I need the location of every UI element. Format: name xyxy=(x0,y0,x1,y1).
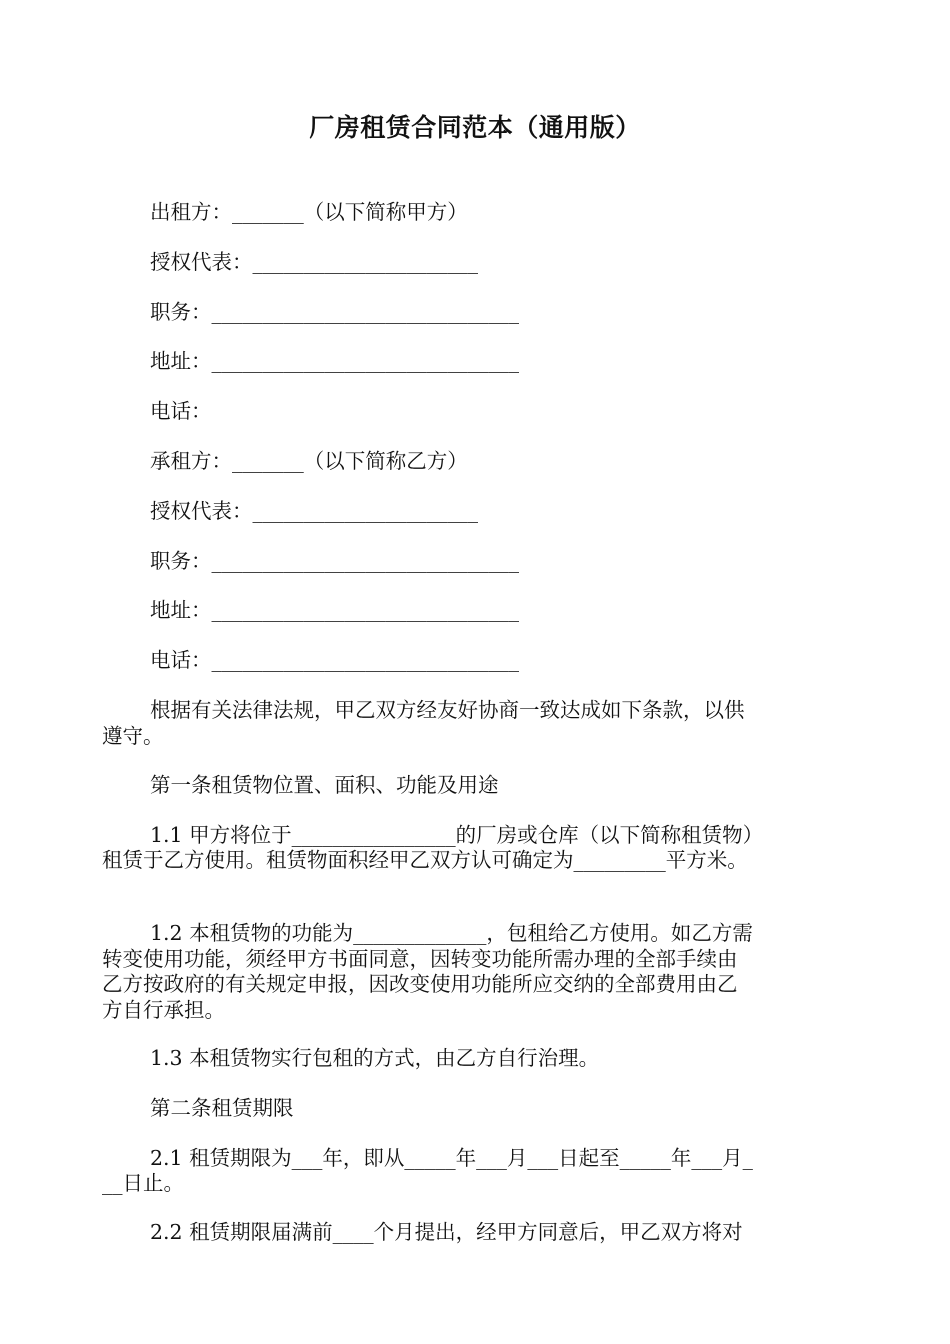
lessor-line: 出租方：_______（以下简称甲方） xyxy=(150,200,468,224)
lessor-representative-line: 授权代表：______________________ xyxy=(150,250,478,274)
preamble-line-1: 根据有关法律法规，甲乙双方经友好协商一致达成如下条款，以供 xyxy=(150,698,745,722)
clause-1-2-line-4: 方自行承担。 xyxy=(102,998,225,1022)
lessor-address-line: 地址：______________________________ xyxy=(150,349,519,373)
clause-2-1-line-1: 2.1 租赁期限为___年，即从_____年___月___日起至_____年___月_ xyxy=(150,1146,753,1170)
clause-1-2-line-3: 乙方按政府的有关规定申报，因改变使用功能所应交纳的全部费用由乙 xyxy=(102,972,738,996)
lessee-phone-line: 电话：______________________________ xyxy=(150,648,519,672)
clause-1-1-line-1: 1.1 甲方将位于________________的厂房或仓库（以下简称租赁物） xyxy=(150,823,764,847)
article-1-heading: 第一条租赁物位置、面积、功能及用途 xyxy=(150,773,499,797)
lessee-line: 承租方：_______（以下简称乙方） xyxy=(150,449,468,473)
lessor-phone-line: 电话： xyxy=(150,399,212,423)
clause-1-2-line-2: 转变使用功能，须经甲方书面同意，因转变功能所需办理的全部手续由 xyxy=(102,947,738,971)
lessee-position-line: 职务：______________________________ xyxy=(150,549,519,573)
document-title: 厂房租赁合同范本（通用版） xyxy=(309,113,641,142)
clause-1-2-line-1: 1.2 本租赁物的功能为_____________，包租给乙方使用。如乙方需 xyxy=(150,921,753,945)
clause-1-1-line-2: 租赁于乙方使用。租赁物面积经甲乙双方认可确定为_________平方米。 xyxy=(102,848,748,872)
clause-2-2-line-1: 2.2 租赁期限届满前____个月提出，经甲方同意后，甲乙双方将对 xyxy=(150,1220,743,1244)
clause-2-1-line-2: __日止。 xyxy=(102,1171,184,1195)
lessee-representative-line: 授权代表：______________________ xyxy=(150,499,478,523)
lessee-address-line: 地址：______________________________ xyxy=(150,598,519,622)
article-2-heading: 第二条租赁期限 xyxy=(150,1096,294,1120)
clause-1-3-line: 1.3 本租赁物实行包租的方式，由乙方自行治理。 xyxy=(150,1046,600,1070)
lessor-position-line: 职务：______________________________ xyxy=(150,300,519,324)
preamble-line-2: 遵守。 xyxy=(102,724,164,748)
